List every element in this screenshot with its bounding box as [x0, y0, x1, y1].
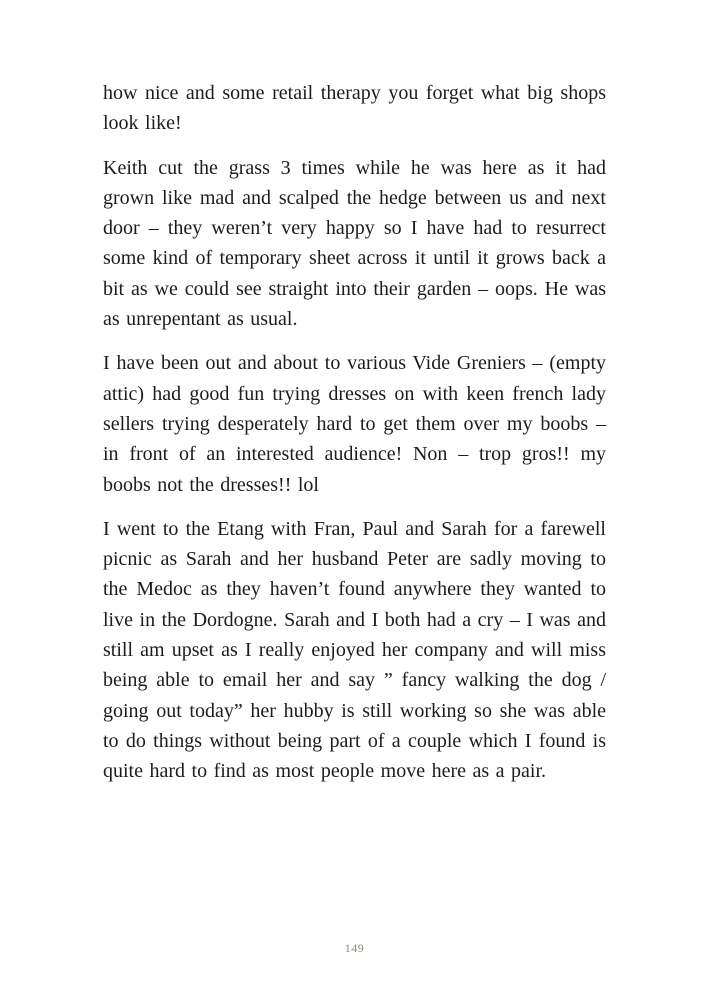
paragraph-retail-therapy: how nice and some retail therapy you forget what big shops look like! — [103, 82, 606, 135]
paragraph-vide-greniers: I have been out and about to various Vide Greniers – (empty attic) had good fun trying dresses on with keen french lady sellers trying desperately hard to get them over my boobs – in front of an interested audience! Non – trop gros!! my boobs not the dresses!! lol — [103, 352, 606, 496]
page-number: 149 — [344, 941, 365, 955]
paragraph-etang-picnic: I went to the Etang with Fran, Paul and Sarah for a farewell picnic as Sarah and her husband Peter are sadly moving to the Medoc as they haven’t found anywhere they wanted to live in the Dordogne. Sarah and I both had a cry – I was and still am upset as I really enjoyed her company and will miss being able to email her and say ” fancy walking the dog / going out today” her hubby is still working so she was able to do things without being part of a couple which I found is quite hard to find as most people move here as a pair. — [103, 517, 606, 783]
paragraph-keith-grass: Keith cut the grass 3 times while he was here as it had grown like mad and scalped the hedge between us and next door – they weren’t very happy so I have had to resurrect some kind of temporary sheet across it until it grows back a bit as we could see straight into their garden – oops. He was as unrepentant as usual. — [103, 156, 606, 331]
